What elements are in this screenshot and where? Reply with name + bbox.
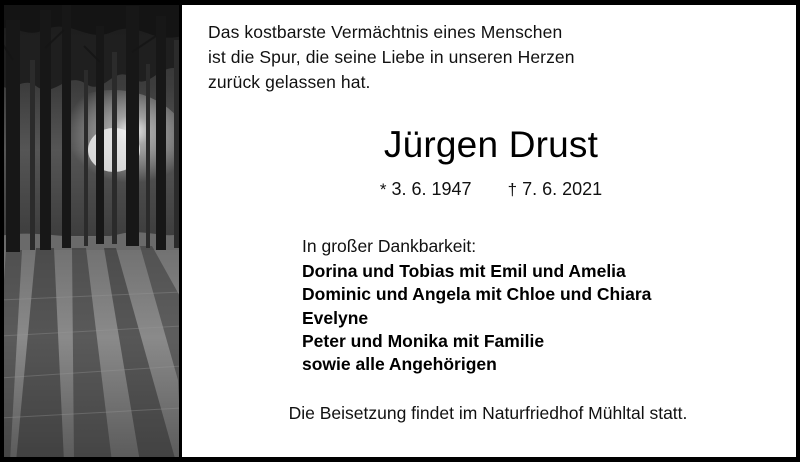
frame-border-top — [0, 0, 800, 5]
forest-photo — [0, 0, 182, 462]
verse-line-1: Das kostbarste Vermächtnis eines Menschen — [208, 22, 563, 42]
verse-block — [208, 20, 774, 95]
thanks-block — [208, 236, 774, 376]
frame-border-left — [0, 0, 4, 462]
funeral-info: Die Beisetzung findet im Naturfriedhof Mühltal statt. — [288, 402, 688, 423]
family-line: Dorina und Tobias mit Emil und Amelia — [302, 261, 626, 282]
notice-text-panel — [182, 0, 800, 462]
death-date: 7. 6. 2021 — [522, 179, 603, 200]
verse-line-3: zurück gelassen hat. — [208, 71, 371, 92]
life-dates — [208, 179, 774, 200]
frame-border-bottom — [0, 457, 800, 462]
birth-date: 3. 6. 1947 — [391, 179, 472, 200]
birth-symbol: * — [379, 180, 387, 200]
family-line: Evelyne — [302, 307, 369, 328]
family-line: Peter und Monika mit Familie — [302, 331, 545, 352]
verse-line-2: ist die Spur, die seine Liebe in unseren Herzen — [208, 46, 575, 67]
family-line: Dominic und Angela mit Chloe und Chiara — [302, 284, 652, 305]
forest-trees-sunlight-photo — [0, 0, 182, 462]
family-line: sowie alle Angehörigen — [302, 354, 497, 375]
frame-border-right — [796, 0, 800, 462]
thanks-intro: In großer Dankbarkeit: — [302, 236, 477, 257]
death-symbol: † — [507, 180, 518, 200]
photo-text-divider — [179, 0, 182, 462]
deceased-name: Jürgen Drust — [383, 123, 599, 165]
